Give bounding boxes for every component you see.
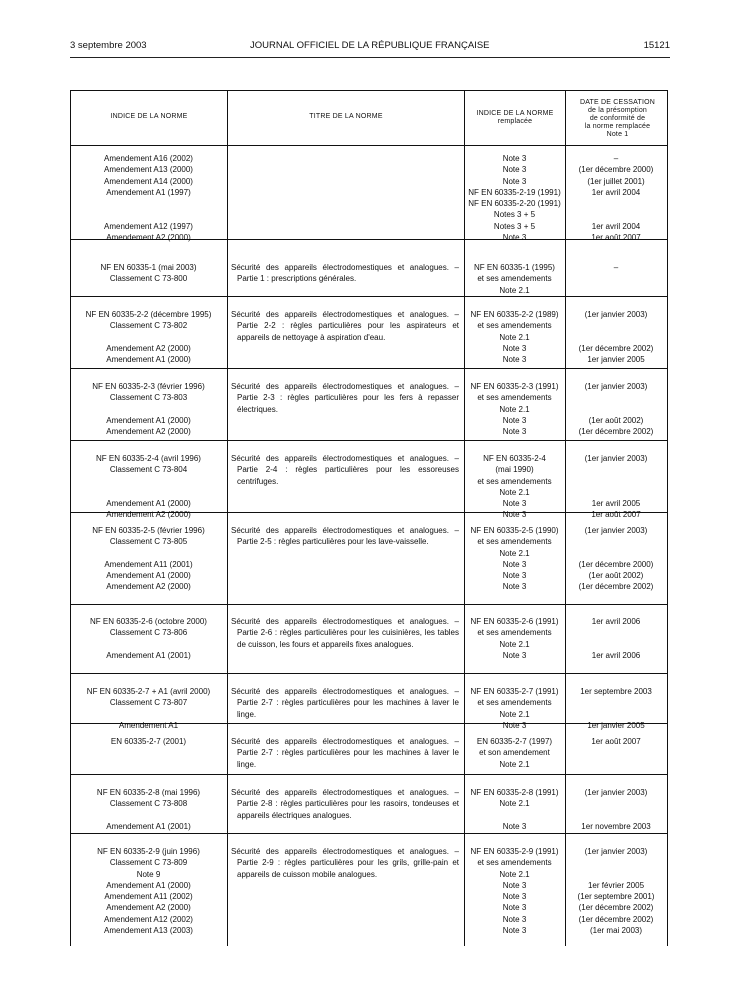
row-divider [71,296,667,297]
header-rule [70,57,670,58]
cell-line: 1er novembre 2003 [581,821,651,831]
cell-line: et ses amendements [477,274,552,284]
cell-line: (1er janvier 2003) [584,526,648,535]
cell-line [567,627,665,638]
column-header-remplacee [465,110,565,126]
cell-line: – [613,263,619,272]
cell-line: NF EN 60335-2-3 (1991) [470,382,559,391]
cell-line [567,869,665,880]
norm-title-text: Sécurité des appareils électrodomestiques et analogues. – Partie 2-8 : règles particulières pour les rasoirs, tondeuses et appareils électriques analogues. [231,788,459,820]
cell-line: et son amendement [479,748,550,758]
cell-line: Note 3 [502,427,527,437]
cessation-date-cell [567,616,665,661]
cell-line: NF EN 60335-2-5 (1990) [470,526,559,535]
cell-line: NF EN 60335-1 (mai 2003) [100,263,197,272]
cell-line: 1er septembre 2003 [580,687,652,696]
replaced-norm-cell [465,153,564,243]
cell-line: (1er janvier 2003) [584,454,648,463]
cell-line: NF EN 60335-2-4 [483,454,546,463]
cell-line: 1er août 2007 [591,233,641,243]
cell-line [567,320,665,331]
cell-line: 1er février 2005 [587,880,645,890]
norm-title-cell [231,787,459,821]
norm-title-cell [231,381,459,415]
cell-line: NF EN 60335-2-8 (1991) [470,788,559,797]
cell-line: (1er décembre 2000) [578,559,654,569]
cell-line: et ses amendements [477,476,552,486]
replaced-norm-cell [465,381,564,437]
cessation-date-cell [567,846,665,936]
cell-line [567,709,665,720]
cell-line: (1er août 2002) [588,571,644,581]
norm-title-text: Sécurité des appareils électrodomestiques et analogues. – Partie 2-7 : règles particulières pour les machines à laver le linge. [231,687,459,719]
norm-index-cell [71,846,226,936]
norm-title-text: Sécurité des appareils électrodomestiques et analogues. – Partie 2-2 : règles particulières pour les aspirateurs et appareils de nettoyage à aspiration d'eau. [231,310,459,342]
cell-line [567,810,665,821]
cell-line: Amendement A13 (2000) [104,165,193,175]
cell-line [567,476,665,487]
norm-index-cell [71,525,226,593]
cell-line: (1er décembre 2000) [578,165,654,175]
cell-line: NF EN 60335-2-6 (octobre 2000) [90,617,207,626]
replaced-norm-cell [465,262,564,296]
cell-line: Note 3 [502,510,527,520]
cessation-date-cell [567,736,665,747]
cell-line: Note 3 [502,926,527,936]
cell-line: et ses amendements [477,537,552,547]
cell-line [567,798,665,809]
norm-index-cell [71,262,226,285]
cell-line: Amendement A1 (1997) [106,187,191,197]
page-number: 15121 [643,40,670,51]
cell-line: Note 3 [502,499,527,509]
cell-line: Note 3 [502,233,527,243]
cell-line: Classement C 73-802 [109,321,188,331]
cell-line: (1er septembre 2001) [577,892,655,902]
replaced-norm-cell [465,736,564,770]
cell-line: Classement C 73-800 [109,274,188,284]
cell-line: Note 2.1 [499,869,530,879]
row-divider [71,368,667,369]
cell-line: Note 3 [502,415,527,425]
cell-line: Note 9 [136,869,161,879]
cell-line: (1er janvier 2003) [584,382,648,391]
cell-line: (1er janvier 2003) [584,310,648,319]
cell-line: Amendement A2 (2000) [106,582,191,592]
cell-line: Amendement A2 (2000) [106,510,191,520]
cell-line: Amendement A1 (2000) [106,415,191,425]
cessation-date-cell [567,525,665,593]
cell-line: Classement C 73-805 [109,537,188,547]
cell-line: Note 3 [502,914,527,924]
cell-line [567,487,665,498]
norm-title-text: Sécurité des appareils électrodomestiques et analogues. – Partie 2-5 : règles particulières pour les lave-vaisselle. [231,526,459,547]
row-divider [71,833,667,834]
cell-line: Amendement A1 (2000) [106,499,191,509]
cell-line: Notes 3 + 5 [493,210,536,220]
cell-line: Note 3 [502,165,527,175]
norm-title-text: Sécurité des appareils électrodomestiques et analogues. – Partie 2-7 : règles particulières pour les machines à laver le linge. [231,737,459,769]
column-header-line: la norme remplacée [584,123,651,130]
cell-line [567,392,665,403]
cell-line: Classement C 73-807 [109,698,188,708]
cell-line: Amendement A2 (2000) [106,233,191,243]
cell-line: et ses amendements [477,628,552,638]
cell-line: NF EN 60335-2-9 (juin 1996) [97,847,200,856]
norm-title-text: Sécurité des appareils électrodomestiques et analogues. – Partie 2-3 : règles particulières pour les fers à repasser électriques. [231,382,459,414]
cessation-date-cell [567,787,665,832]
cessation-date-cell [567,262,665,273]
cell-line: NF EN 60335-2-4 (avril 1996) [96,454,201,463]
cell-line: 1er janvier 2005 [587,355,645,365]
cell-line [567,332,665,343]
cell-line: Amendement A2 (2000) [106,343,191,353]
cell-line [71,332,226,343]
cell-line: et ses amendements [477,321,552,331]
column-header-line: de conformité de [589,115,646,122]
cell-line: Note 3 [502,343,527,353]
column-header-cessation [566,99,669,139]
cell-line: 1er avril 2004 [591,221,641,231]
row-divider [71,673,667,674]
cell-line: Amendement A1 [118,720,179,730]
cell-line: 1er août 2007 [591,510,641,520]
cell-line: Amendement A1 (2000) [106,571,191,581]
norm-title-cell [231,262,459,285]
cell-line: Note 3 [502,903,527,913]
column-divider [565,91,566,946]
cell-line: Note 3 [502,355,527,365]
cell-line [567,209,665,220]
norm-index-cell [71,453,226,521]
replaced-norm-cell [465,525,564,593]
cell-line: (1er janvier 2003) [584,788,648,797]
cell-line: NF EN 60335-2-7 (1991) [470,687,559,696]
cell-line: Amendement A14 (2000) [104,176,193,186]
cell-line: Amendement A2 (2000) [106,903,191,913]
cell-line: Amendement A12 (1997) [104,221,193,231]
norm-title-text: Sécurité des appareils électrodomestiques et analogues. – Partie 2-6 : règles particulières pour les cuisinières, les tables de cuisson, les fours et appareils fixes analogues. [231,617,459,649]
cell-line: Note 3 [502,559,527,569]
cell-line: Amendement A11 (2001) [104,559,193,569]
cell-line: 1er janvier 2005 [587,720,645,730]
replaced-norm-cell [465,453,564,521]
cell-line: Classement C 73-803 [109,393,188,403]
cell-line: 1er avril 2005 [591,499,641,509]
column-header-line: Note 1 [606,131,629,138]
norm-title-cell [231,453,459,487]
cell-line: Amendement A2 (2000) [106,427,191,437]
cell-line [71,198,226,209]
cell-line: Note 3 [502,880,527,890]
norm-index-cell [71,686,226,731]
cell-line: NF EN 60335-2-20 (1991) [468,199,561,209]
cell-line: Note 3 [502,650,527,660]
cell-line: Classement C 73-806 [109,628,188,638]
cessation-date-cell [567,686,665,731]
column-header-line: INDICE DE LA NORME [476,110,554,117]
norm-index-cell [71,736,226,747]
cell-line: Note 2.1 [499,639,530,649]
cell-line: NF EN 60335-2-19 (1991) [468,187,561,197]
header-rule [71,145,667,146]
replaced-norm-cell [465,846,564,936]
cell-line: et ses amendements [477,858,552,868]
column-header-line: remplacée [497,118,533,125]
standards-table [70,90,668,946]
cell-line: (1er janvier 2003) [584,847,648,856]
cell-line: NF EN 60335-2-9 (1991) [470,847,559,856]
cell-line: NF EN 60335-2-6 (1991) [470,617,559,626]
norm-title-text: Sécurité des appareils électrodomestiques et analogues. – Partie 2-9 : règles particulières pour les grils, grille-pain et appareils de cuisson mobile analogues. [231,847,459,879]
page-header [70,40,670,54]
row-divider [71,604,667,605]
cell-line: Classement C 73-809 [109,858,188,868]
cell-line [71,404,226,415]
row-divider [71,774,667,775]
cell-line: (1er mai 2003) [589,926,643,936]
cell-line: NF EN 60335-2-2 (1989) [470,310,559,319]
cell-line [71,810,226,821]
cessation-date-cell [567,309,665,365]
cell-line: 1er avril 2006 [591,617,641,626]
norm-title-cell [231,616,459,650]
cell-line: Notes 3 + 5 [493,221,536,231]
cell-line [71,709,226,720]
cell-line: NF EN 60335-1 (1995) [474,263,555,272]
cell-line: 1er avril 2006 [591,650,641,660]
cell-line [567,536,665,547]
cell-line: (1er juillet 2001) [587,176,645,186]
cell-line: Amendement A16 (2002) [104,154,193,163]
cell-line: NF EN 60335-2-2 (décembre 1995) [85,310,212,319]
cell-line: (1er décembre 2002) [578,914,654,924]
column-header-indice: INDICE DE LA NORME [110,113,188,120]
norm-title-cell [231,736,459,770]
cell-line: Note 3 [502,821,527,831]
cell-line: (1er décembre 2002) [578,343,654,353]
cell-line [567,548,665,559]
publication-date: 3 septembre 2003 [70,40,147,51]
cell-line: Note 2.1 [499,332,530,342]
cell-line: Note 2.1 [499,709,530,719]
cell-line: Note 2.1 [499,799,530,809]
cessation-date-cell [567,381,665,437]
norm-index-cell [71,309,226,365]
cell-line: EN 60335-2-7 (2001) [110,737,187,746]
cell-line: Note 3 [502,582,527,592]
norm-title-cell [231,686,459,720]
cell-line [465,810,564,821]
cell-line: Amendement A1 (2001) [106,650,191,660]
cell-line: Amendement A1 (2000) [106,880,191,890]
cell-line: et ses amendements [477,393,552,403]
cell-line: Amendement A11 (2002) [104,892,193,902]
column-header-titre: TITRE DE LA NORME [309,113,383,120]
norm-index-cell [71,153,226,243]
cell-line: Classement C 73-804 [109,465,188,475]
cell-line: (1er août 2002) [588,415,644,425]
cell-line: NF EN 60335-2-5 (février 1996) [92,526,205,535]
column-header-line: DATE DE CESSATION [579,99,656,106]
cell-line [567,404,665,415]
norm-title-text: Sécurité des appareils électrodomestiques et analogues. – Partie 2-4 : règles particulières pour les essoreuses centrifuges. [231,454,459,486]
cell-line: (1er décembre 2002) [578,903,654,913]
cell-line [567,464,665,475]
column-header-line: de la présomption [587,107,648,114]
cell-line: EN 60335-2-7 (1997) [476,737,553,746]
cell-line: Note 2.1 [499,759,530,769]
norm-title-cell [231,309,459,343]
cell-line: (1er décembre 2002) [578,427,654,437]
cell-line: Amendement A13 (2003) [104,926,193,936]
cell-line: (mai 1990) [495,465,534,475]
cell-line: Note 2.1 [499,487,530,497]
cell-line [567,697,665,708]
cessation-date-cell [567,453,665,521]
journal-title: JOURNAL OFFICIEL DE LA RÉPUBLIQUE FRANÇAISE [250,40,490,51]
row-divider [71,440,667,441]
norm-title-text: Sécurité des appareils électrodomestiques et analogues. – Partie 1 : prescriptions générales. [231,263,459,284]
cell-line: (1er décembre 2002) [578,582,654,592]
replaced-norm-cell [465,309,564,365]
cell-line: 1er avril 2004 [591,187,641,197]
cell-line [71,639,226,650]
cell-line: NF EN 60335-2-7 + A1 (avril 2000) [86,687,211,696]
cell-line: NF EN 60335-2-8 (mai 1996) [96,788,201,797]
cell-line: Note 3 [502,176,527,186]
cell-line [71,209,226,220]
cell-line: NF EN 60335-2-3 (février 1996) [92,382,205,391]
replaced-norm-cell [465,787,564,832]
cell-line: Amendement A1 (2001) [106,821,191,831]
cell-line [567,639,665,650]
cell-line [71,476,226,487]
cell-line: Note 3 [502,154,527,163]
replaced-norm-cell [465,616,564,661]
cell-line: – [613,154,619,163]
cell-line: Note 2.1 [499,404,530,414]
cell-line: 1er août 2007 [591,737,641,746]
replaced-norm-cell [465,686,564,731]
cell-line: Classement C 73-808 [109,799,188,809]
cell-line: et ses amendements [477,698,552,708]
cell-line: Note 2.1 [499,548,530,558]
norm-index-cell [71,616,226,661]
norm-title-cell [231,846,459,880]
norm-index-cell [71,787,226,832]
cell-line: Note 2.1 [499,285,530,295]
cell-line [567,857,665,868]
cell-line: Note 3 [502,720,527,730]
cell-line: Note 3 [502,892,527,902]
cessation-date-cell [567,153,665,243]
norm-title-cell [231,525,459,548]
norm-index-cell [71,381,226,437]
cell-line [71,548,226,559]
cell-line [567,198,665,209]
column-divider [227,91,228,946]
cell-line: Amendement A1 (2000) [106,355,191,365]
cell-line: Note 3 [502,571,527,581]
cell-line [71,487,226,498]
cell-line: Amendement A12 (2002) [104,914,193,924]
